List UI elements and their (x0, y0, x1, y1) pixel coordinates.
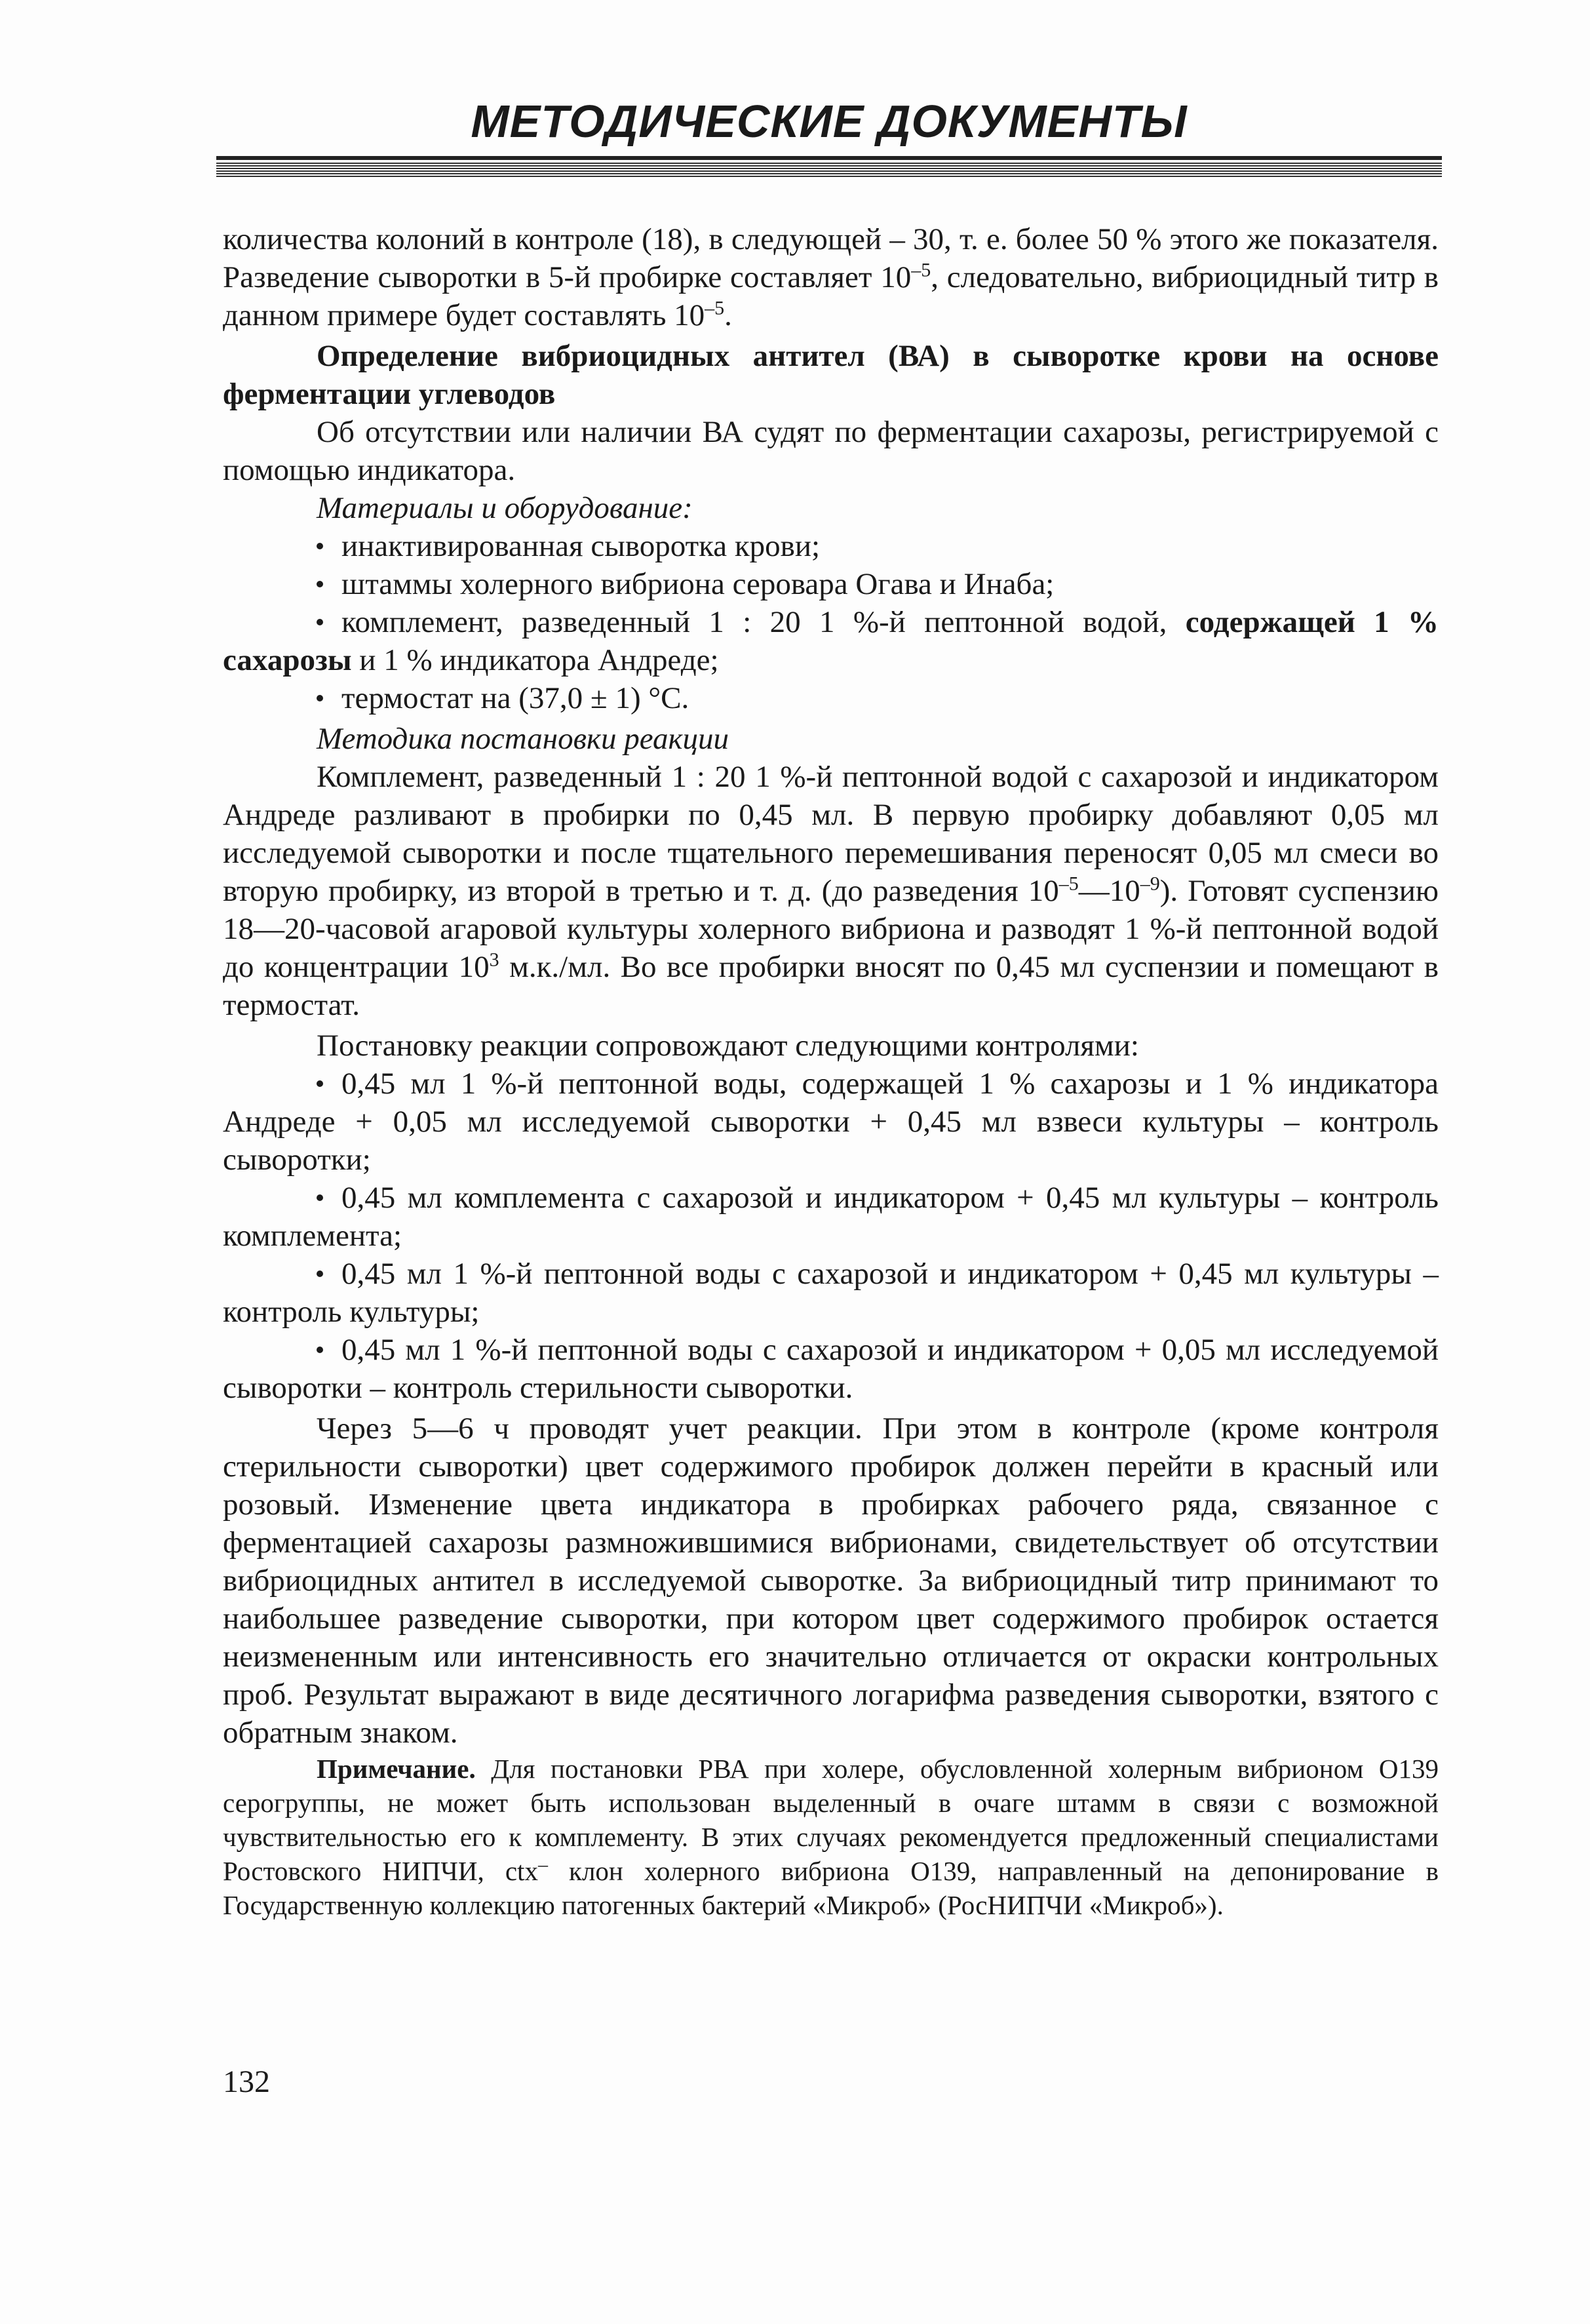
list-item: 0,45 мл 1 %-й пептонной воды, содержащей 1 % сахарозы и 1 % индикатора Андреде + 0,05 мл исследуемой сыворотки + 0,45 мл взвеси культуры – контроль сыворотки; (223, 1067, 1439, 1177)
paragraph-intro: Об отсутствии или наличии ВА судят по ферментации сахарозы, регистрируемой с помощью индикатора. (223, 415, 1439, 487)
list-item: 0,45 мл комплемента с сахарозой и индикатором + 0,45 мл культуры – контроль комплемента; (223, 1181, 1439, 1253)
running-header: МЕТОДИЧЕСКИЕ ДОКУМЕНТЫ (471, 96, 1188, 147)
list-item: инактивированная сыворотка крови; (223, 527, 1439, 565)
list-item: 0,45 мл 1 %-й пептонной воды с сахарозой и индикатором + 0,45 мл культуры – контроль культуры; (223, 1257, 1439, 1329)
paragraph-continuation: количества колоний в контроле (18), в следующей – 30, т. е. более 50 % этого же показателя. Разведение сыворотки в 5-й пробирке составляет $10^{-5}$, следовательно, вибриоцидный титр в данном примере будет составлять $10^{-5}$. (223, 222, 1439, 332)
bullet-icon (317, 581, 323, 587)
list-item: комплемент, разведенный 1 : 20 1 %-й пептонной водой, содержащей 1 % сахарозы и 1 % индикатора Андреде; (223, 605, 1439, 677)
header-rule-hatched (216, 163, 1442, 177)
bullet-icon (317, 543, 323, 549)
bullet-icon (317, 1080, 323, 1087)
bullet-icon (317, 1194, 323, 1201)
bullet-icon (317, 619, 323, 625)
section-heading: Определение вибриоцидных антител (ВА) в сыворотке крови на основе ферментации углеводов (223, 339, 1439, 411)
page-content (223, 220, 1439, 1922)
bullet-icon (317, 1347, 323, 1353)
list-item: 0,45 мл 1 %-й пептонной воды с сахарозой и индикатором + 0,05 мл исследуемой сыворотки – контроль стерильности сыворотки. (223, 1333, 1439, 1405)
paragraph-method: Комплемент, разведенный 1 : 20 1 %-й пептонной водой с сахарозой и индикатором Андреде разливают в пробирки по 0,45 мл. В первую пробирку добавляют 0,05 мл исследуемой сыворотки и после тщательного перемешивания переносят 0,05 мл смеси во вторую пробирку, из второй в третью и т. д. (до разведения $10^{-5}—10^{-9}$). Готовят суспензию 18—20-часовой агаровой культуры холерного вибриона и разводят 1 %-й пептонной водой до концентрации $10^3$ м.к./мл. Во все пробирки вносят по 0,45 мл суспензии и помещают в термостат. (223, 760, 1439, 1022)
method-title: Методика постановки реакции (317, 722, 729, 756)
paragraph-controls-intro: Постановку реакции сопровождают следующими контролями: (317, 1029, 1139, 1063)
page-number: 132 (223, 2064, 270, 2099)
bullet-icon (317, 1270, 323, 1277)
list-item: штаммы холерного вибриона серовара Огава и Инаба; (223, 565, 1439, 603)
materials-title: Материалы и оборудование: (317, 491, 693, 525)
paragraph-results: Через 5—6 ч проводят учет реакции. При этом в контроле (кроме контроля стерильности сыворотки) цвет содержимого пробирок должен перейти в красный или розовый. Изменение цвета индикатора в пробирках рабочего ряда, связанное с ферментацией сахарозы размножившимися вибрионами, свидетельствует об отсутствии вибриоцидных антител в исследуемой сыворотке. За вибриоцидный титр принимают то наибольшее разведение сыворотки, при котором цвет содержимого пробирок остается неизмененным или интенсивность его значительно отличается от окраски контрольных проб. Результат выражают в виде десятичного логарифма разведения сыворотки, взятого с обратным знаком. (223, 1411, 1439, 1750)
header-rule (216, 156, 1442, 160)
list-item: термостат на (37,0 ± 1) °С. (223, 679, 1439, 717)
note: Примечание. Для постановки РВА при холере, обусловленной холерным вибрионом О139 серогруппы, не может быть использован выделенный в очаге штамм в связи с возможной чувствительностью его к комплементу. В этих случаях рекомендуется предложенный специалистами Ростовского НИПЧИ, ctx– клон холерного вибриона О139, направленный на депонирование в Государственную коллекцию патогенных бактерий «Микроб» (РосНИПЧИ «Микроб»). (223, 1754, 1439, 1920)
bullet-icon (317, 695, 323, 701)
